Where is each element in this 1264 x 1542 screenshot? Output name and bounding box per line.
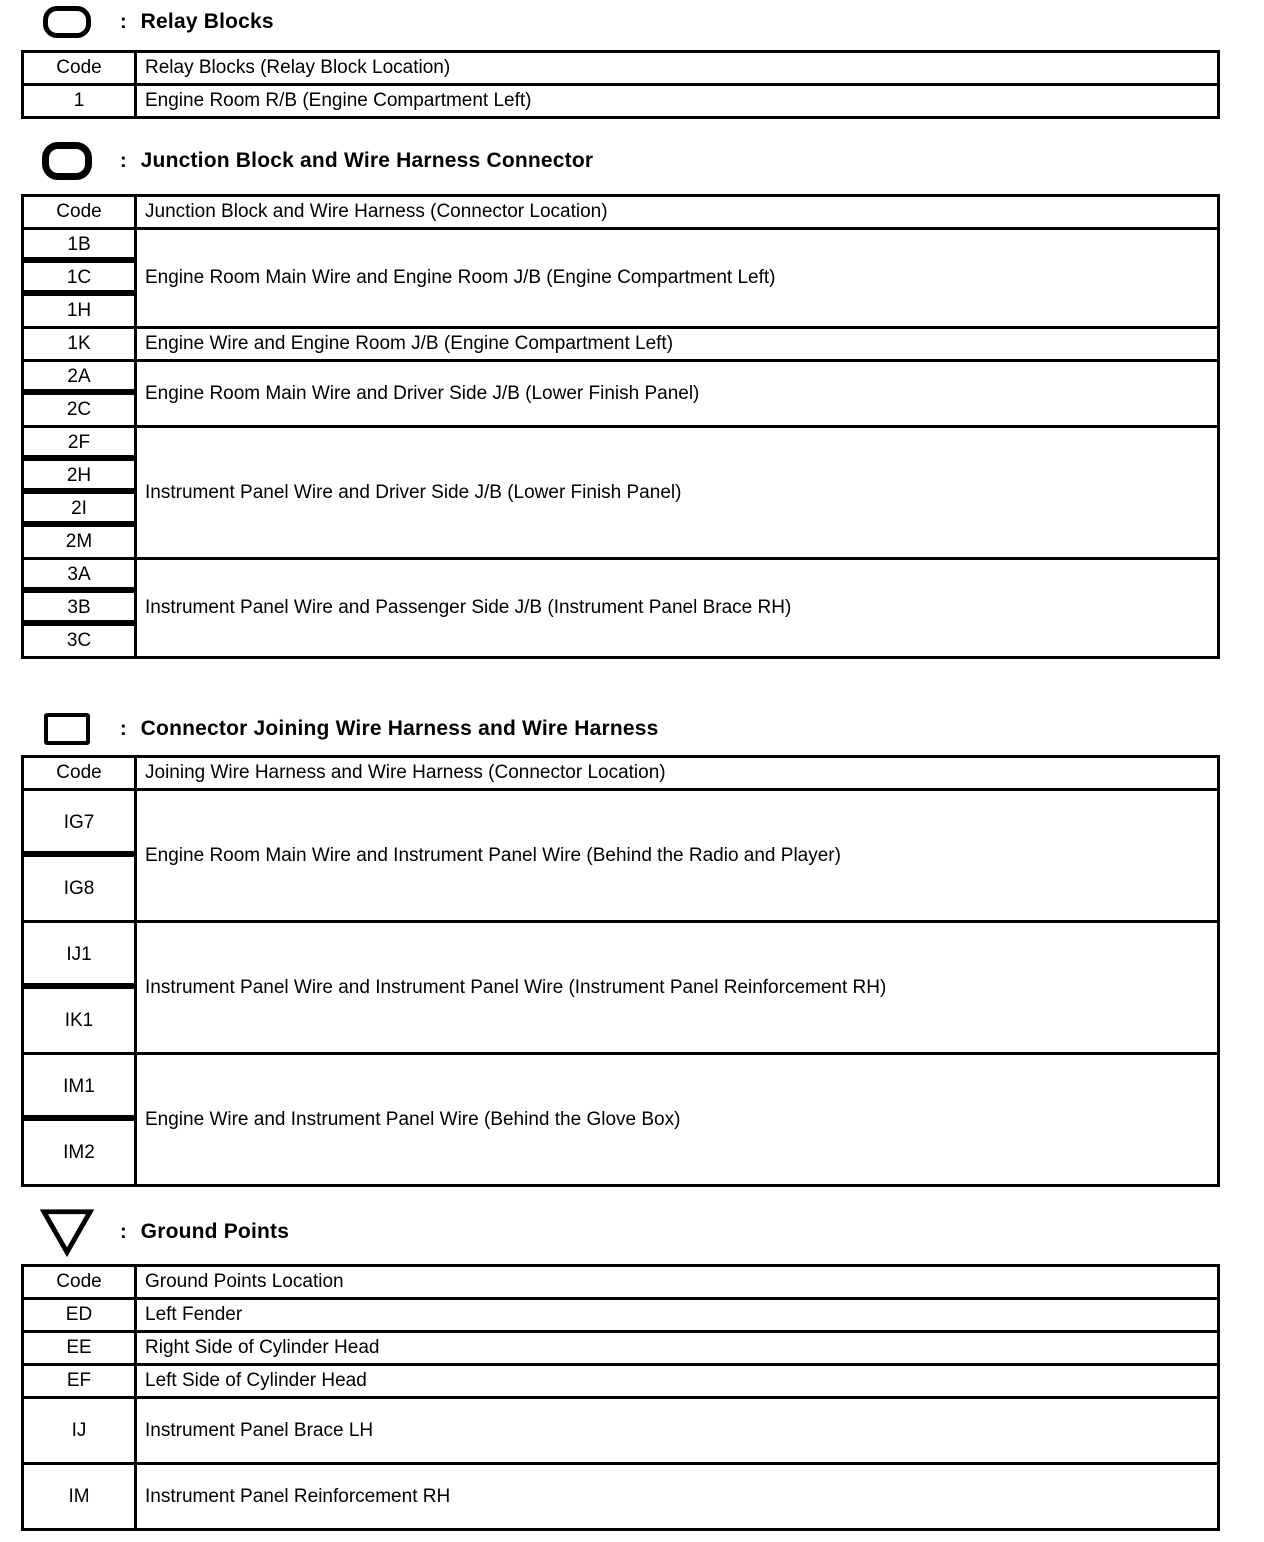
code-cell: IG8 (24, 857, 137, 920)
code-cell: IJ (24, 1399, 137, 1462)
code-cell: 2M (24, 527, 137, 557)
column-header-description: Ground Points Location (137, 1267, 1217, 1297)
column-header-code: Code (24, 53, 137, 83)
code-cell: IG7 (24, 791, 137, 854)
thick-oval-icon (40, 141, 94, 181)
table-row (24, 329, 1217, 359)
table-row (24, 1399, 1217, 1462)
table-row (24, 428, 1217, 458)
code-cell: IM (24, 1465, 137, 1528)
description-cell: Instrument Panel Reinforcement RH (137, 1465, 1217, 1528)
code-cell: 1B (24, 230, 137, 260)
section-heading-relay-blocks (40, 2, 274, 42)
code-cell: IK1 (24, 989, 137, 1052)
table-header-row (24, 53, 1217, 83)
section-heading-ground-points (40, 1212, 289, 1252)
ground-points-table (21, 1264, 1220, 1531)
column-header-description: Relay Blocks (Relay Block Location) (137, 53, 1217, 83)
code-cell: 2A (24, 362, 137, 392)
code-cell: 2H (24, 461, 137, 491)
code-cell: 2F (24, 428, 137, 458)
section-heading-junction-block (40, 141, 593, 181)
description-cell: Instrument Panel Wire and Passenger Side J/B (Instrument Panel Brace RH) (137, 560, 1217, 656)
description-cell: Engine Wire and Instrument Panel Wire (Behind the Glove Box) (137, 1055, 1217, 1184)
description-cell: Engine Room Main Wire and Driver Side J/B (Lower Finish Panel) (137, 362, 1217, 425)
relay-blocks-table (21, 50, 1220, 119)
heading-colon: : (120, 149, 127, 172)
table-row (24, 1333, 1217, 1363)
column-header-code: Code (24, 758, 137, 788)
code-cell: ED (24, 1300, 137, 1330)
table-row (24, 560, 1217, 590)
table-header-row (24, 1267, 1217, 1297)
table-header-row (24, 197, 1217, 227)
description-cell: Left Side of Cylinder Head (137, 1366, 1217, 1396)
description-cell: Engine Wire and Engine Room J/B (Engine Compartment Left) (137, 329, 1217, 359)
table-row (24, 1366, 1217, 1396)
oval-icon (40, 2, 94, 42)
description-cell: Right Side of Cylinder Head (137, 1333, 1217, 1363)
description-cell: Engine Room R/B (Engine Compartment Left) (137, 86, 1217, 116)
section-title: Junction Block and Wire Harness Connector (140, 149, 594, 172)
column-header-code: Code (24, 1267, 137, 1297)
code-cell: 1C (24, 263, 137, 293)
section-title: Relay Blocks (140, 10, 274, 33)
table-row (24, 86, 1217, 116)
code-cell: 1H (24, 296, 137, 326)
code-cell: IM1 (24, 1055, 137, 1118)
table-row (24, 1300, 1217, 1330)
description-cell: Instrument Panel Brace LH (137, 1399, 1217, 1462)
heading-colon: : (120, 717, 127, 740)
table-row (24, 230, 1217, 260)
table-row (24, 1055, 1217, 1118)
code-cell: 3B (24, 593, 137, 623)
description-cell: Engine Room Main Wire and Engine Room J/B (Engine Compartment Left) (137, 230, 1217, 326)
heading-colon: : (120, 1220, 127, 1243)
description-cell: Engine Room Main Wire and Instrument Panel Wire (Behind the Radio and Player) (137, 791, 1217, 920)
table-row (24, 791, 1217, 854)
code-cell: EE (24, 1333, 137, 1363)
section-title: Ground Points (140, 1220, 290, 1243)
table-row (24, 1465, 1217, 1528)
junction-block-table (21, 194, 1220, 659)
column-header-description: Junction Block and Wire Harness (Connector Location) (137, 197, 1217, 227)
code-cell: 1 (24, 86, 137, 116)
code-cell: EF (24, 1366, 137, 1396)
description-cell: Left Fender (137, 1300, 1217, 1330)
triangle-icon (40, 1212, 94, 1252)
code-cell: 3A (24, 560, 137, 590)
description-cell: Instrument Panel Wire and Instrument Panel Wire (Instrument Panel Reinforcement RH) (137, 923, 1217, 1052)
table-header-row (24, 758, 1217, 788)
connector-joining-table (21, 755, 1220, 1187)
code-cell: 3C (24, 626, 137, 656)
rectangle-icon (40, 709, 94, 749)
column-header-code: Code (24, 197, 137, 227)
code-cell: IM2 (24, 1121, 137, 1184)
section-heading-connector-joining (40, 709, 658, 749)
code-cell: 2I (24, 494, 137, 524)
table-row (24, 362, 1217, 392)
table-row (24, 923, 1217, 986)
code-cell: IJ1 (24, 923, 137, 986)
column-header-description: Joining Wire Harness and Wire Harness (Connector Location) (137, 758, 1217, 788)
description-cell: Instrument Panel Wire and Driver Side J/B (Lower Finish Panel) (137, 428, 1217, 557)
code-cell: 1K (24, 329, 137, 359)
section-title: Connector Joining Wire Harness and Wire Harness (140, 717, 659, 740)
heading-colon: : (120, 10, 127, 33)
code-cell: 2C (24, 395, 137, 425)
